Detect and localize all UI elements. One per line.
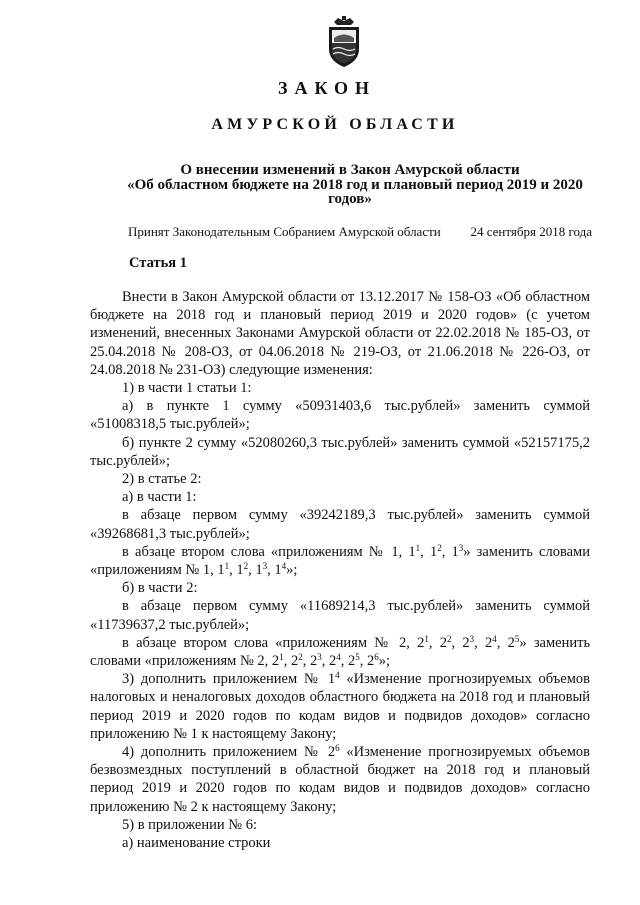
text-run: , 2 (359, 653, 375, 670)
text-run: » заменить словами «приложениям № 1, 1 (90, 543, 590, 579)
text-run: , 1 (267, 562, 282, 579)
superscript: 3 (458, 542, 464, 553)
text-run: , 1 (248, 562, 263, 579)
text-run: , 1 (420, 543, 438, 560)
text-run: » заменить словами «приложениям № 2, 2 (90, 634, 591, 670)
paragraph: Внести в Закон Амурской области от 13.12.2017 № 158-ОЗ «Об областном бюджете на 2018 год и плановый период 2019 и 2020 годов» (с учетом изменений, внесенных Законами Амурской области от 22.02.2018 № 185-ОЗ, от 25.04.2018 № 208-ОЗ, от 04.06.2018 № 219-ОЗ, от 21.06.2018 № 226-ОЗ, от 24.08.2018 № 231-ОЗ) следующие изменения: (90, 289, 590, 378)
superscript: 4 (336, 652, 341, 663)
superscript: 6 (374, 652, 379, 663)
superscript: 5 (355, 652, 360, 663)
superscript: 1 (279, 652, 284, 663)
paragraph-superscripts (90, 670, 590, 743)
superscript: 2 (446, 633, 452, 644)
article-title: Статья 1 (129, 255, 187, 271)
text-run: , 2 (321, 653, 337, 670)
law-title: ЗАКОН (277, 78, 377, 98)
superscript: 3 (469, 633, 475, 644)
paragraph: а) наименование строки (122, 835, 271, 852)
text-run: , 2 (474, 634, 493, 651)
adoption-line (128, 224, 592, 240)
text-run: в абзаце втором слова «приложениям № 2, 2 (122, 634, 425, 651)
paragraph: 5) в приложении № 6: (122, 816, 257, 833)
text-run: , 1 (229, 562, 244, 579)
superscript: 1 (224, 561, 230, 572)
text-run: »; (286, 562, 298, 579)
superscript: 2 (437, 542, 442, 553)
paragraph: а) в пункте 1 сумму «50931403,6 тыс.рублей» заменить суммой «51008318,5 тыс.рублей»; (90, 398, 590, 433)
paragraph: б) пункте 2 сумму «52080260,3 тыс.рублей» заменить суммой «52157175,2 тыс.рублей»; (90, 434, 590, 469)
region-title: АМУРСКОЙ ОБЛАСТИ (211, 116, 459, 133)
coat-of-arms-icon (324, 16, 364, 68)
superscript: 3 (262, 561, 268, 572)
paragraph: а) в части 1: (122, 489, 197, 506)
superscript: 4 (335, 670, 340, 681)
text-run: в абзаце втором слова «приложениям № 1, 1 (122, 543, 416, 560)
paragraph: 1) в части 1 статьи 1: (122, 380, 252, 397)
paragraph: б) в части 2: (122, 580, 198, 597)
paragraph-superscripts (90, 743, 590, 816)
text-run: 4) дополнить приложением № 2 (122, 744, 336, 761)
text-run: , 2 (496, 634, 515, 651)
superscript: 4 (281, 561, 287, 572)
superscript: 6 (335, 743, 340, 754)
text-run: , 2 (340, 653, 356, 670)
text-run: »; (378, 653, 390, 670)
adoption-date: 24 сентября 2018 года (470, 224, 592, 239)
heading-line-1: О внесении изменений в Закон Амурской области (180, 162, 520, 178)
adoption-text: Принят Законодательным Собранием Амурской области (128, 224, 441, 239)
paragraph-superscripts (90, 543, 590, 579)
superscript: 1 (415, 542, 421, 553)
text-run: , 1 (441, 543, 459, 560)
superscript: 2 (298, 652, 303, 663)
text-run: , 2 (283, 653, 299, 670)
text-run: , 2 (451, 634, 470, 651)
superscript: 4 (492, 633, 497, 644)
superscript: 2 (243, 561, 249, 572)
text-run: , 2 (428, 634, 447, 651)
paragraph-superscripts (90, 634, 590, 670)
text-run: «Изменение прогнозируемых объемов безвозмездных поступлений в областной бюджет на 2018 год и плановый период 2019 и 2020 годов по кодам видов и подвидов доходов» согласно приложению № 2 к настоящему Закону; (90, 744, 590, 815)
heading-line-3: годов» (328, 191, 372, 207)
paragraph: в абзаце первом сумму «39242189,3 тыс.рублей» заменить суммой «39268681,3 тыс.рублей»; (90, 507, 590, 542)
text-run: «Изменение прогнозируемых объемов налоговых и неналоговых доходов областного бюджета на 2018 год и плановый период 2019 и 2020 годов по кодам видов и подвидов доходов» согласно приложению № 1 к настоящему Закону; (90, 671, 590, 742)
superscript: 1 (424, 633, 429, 644)
heading-line-2: «Об областном бюджете на 2018 год и плановый период 2019 и 2020 (127, 177, 583, 193)
paragraph: в абзаце первом сумму «11689214,3 тыс.рублей» заменить суммой «11739637,2 тыс.рублей»; (90, 598, 590, 633)
paragraph: 2) в статье 2: (122, 471, 202, 488)
law-body (90, 288, 590, 852)
superscript: 3 (317, 652, 322, 663)
text-run: 3) дополнить приложением № 1 (122, 671, 336, 688)
text-run: , 2 (302, 653, 318, 670)
superscript: 5 (514, 633, 520, 644)
